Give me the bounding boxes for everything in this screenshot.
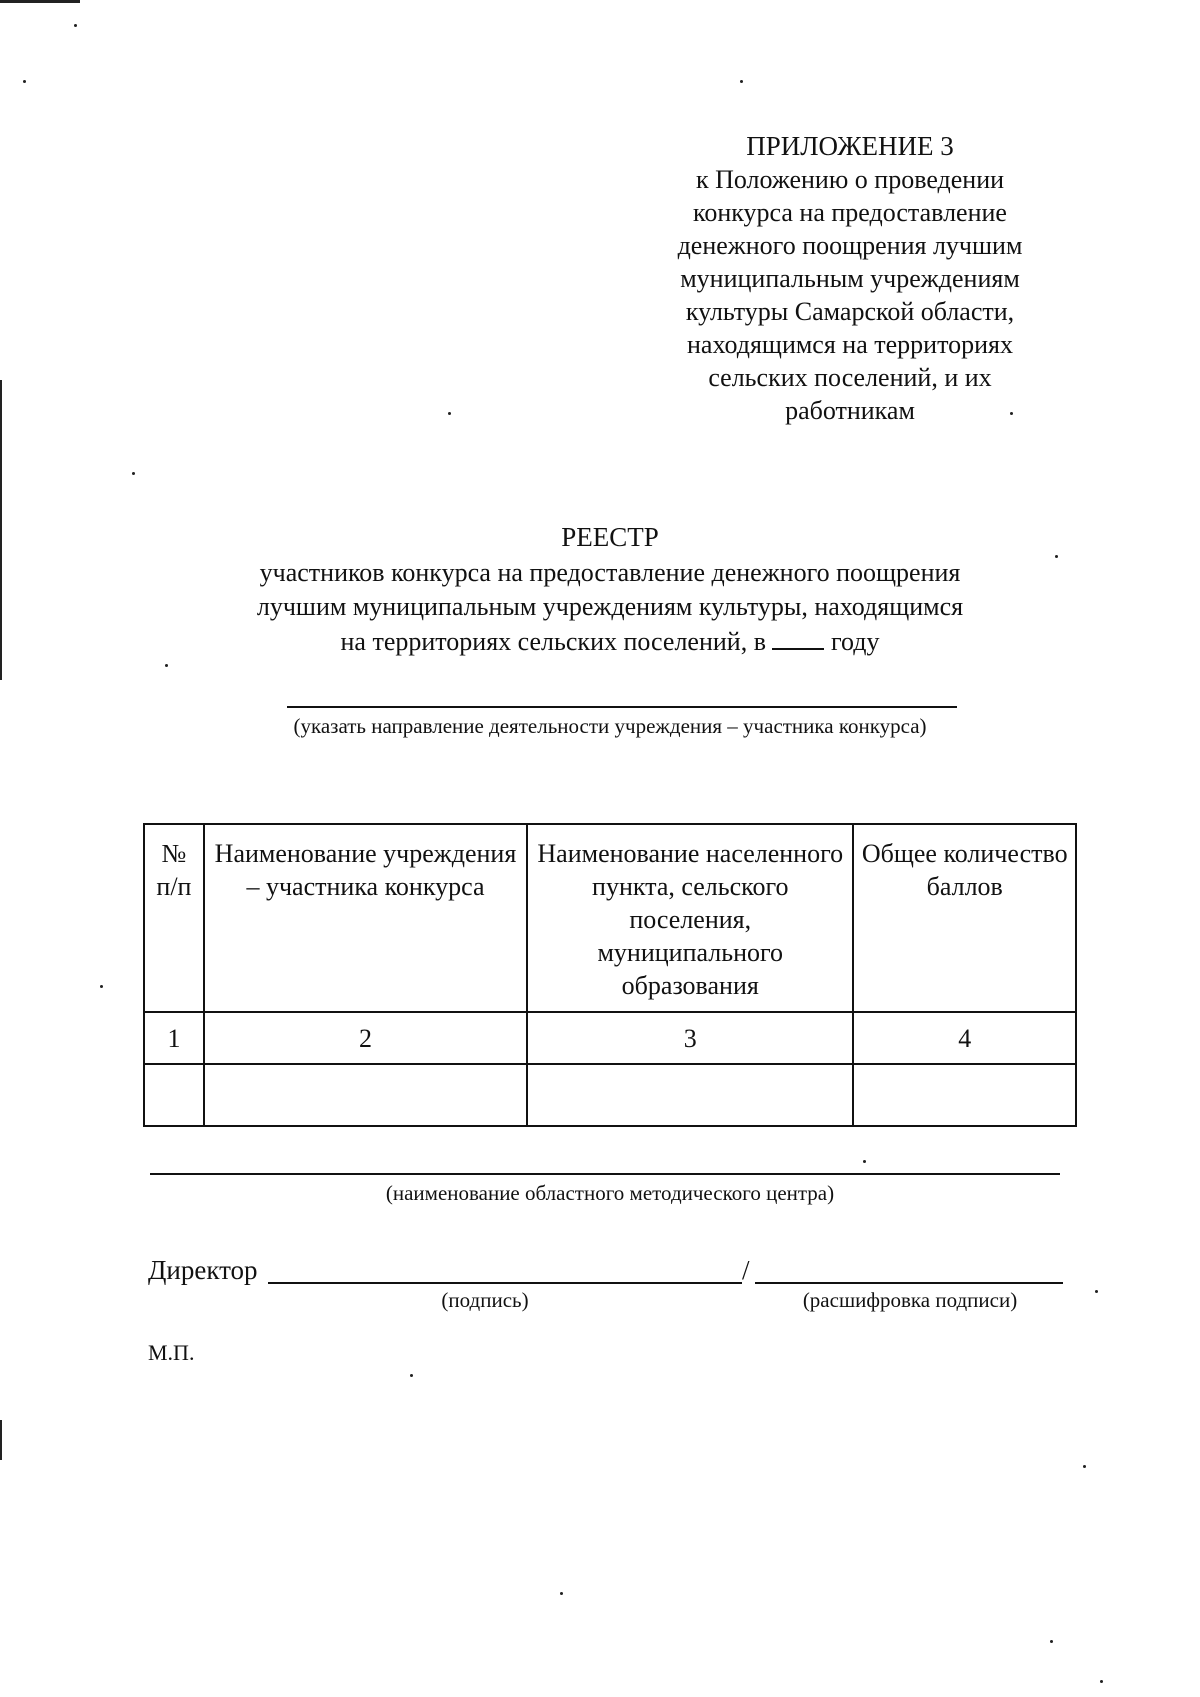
scan-edge-mark — [0, 1420, 2, 1460]
appendix-line: сельских поселений, и их — [708, 363, 992, 392]
table-cell — [527, 1064, 853, 1126]
scan-speck — [165, 664, 168, 667]
registry-subtitle-line: лучшим муниципальным учреждениям культуры, находящимся — [256, 592, 964, 621]
table-header-row — [144, 824, 1076, 1012]
registry-title-block — [140, 520, 1080, 659]
registry-subtitle-line: участников конкурса на предоставление денежного поощрения — [259, 558, 961, 587]
appendix-heading: ПРИЛОЖЕНИЕ 3 — [746, 131, 954, 161]
year-suffix: году — [830, 627, 880, 656]
scan-speck — [1095, 1290, 1098, 1293]
number-cell: 4 — [853, 1012, 1076, 1064]
scan-speck — [1055, 555, 1058, 558]
appendix-line: к Положению о проведении — [695, 165, 1005, 194]
scan-edge-mark — [0, 380, 2, 680]
scan-speck — [132, 472, 135, 475]
direction-line — [287, 706, 957, 708]
scan-speck — [1010, 412, 1013, 415]
scan-speck — [74, 24, 77, 27]
year-blank — [772, 624, 824, 650]
table-row — [144, 1064, 1076, 1126]
scan-speck — [23, 80, 26, 83]
appendix-line: находящимся на территориях — [687, 330, 1013, 359]
registry-title: РЕЕСТР — [561, 522, 659, 552]
scan-speck — [740, 80, 743, 83]
header-cell-locality: Наименование населенного пункта, сельского поселения, муниципального образования — [527, 824, 853, 1012]
registry-table — [143, 823, 1077, 1127]
scan-speck — [1083, 1465, 1086, 1468]
scan-edge-mark — [0, 0, 80, 3]
stamp-label: М.П. — [148, 1340, 195, 1365]
number-cell: 2 — [204, 1012, 527, 1064]
number-cell: 1 — [144, 1012, 204, 1064]
scan-speck — [1100, 1680, 1103, 1683]
appendix-line: конкурса на предоставление — [693, 198, 1007, 227]
scan-speck — [410, 1374, 413, 1377]
table-cell — [204, 1064, 527, 1126]
scan-speck — [100, 985, 103, 988]
director-label: Директор — [148, 1255, 258, 1285]
header-cell-score: Общее количество баллов — [853, 824, 1076, 1012]
scan-speck — [863, 1160, 866, 1163]
header-cell-number: № п/п — [144, 824, 204, 1012]
registry-subtitle-line — [140, 624, 1080, 659]
center-caption: (наименование областного методического центра) — [385, 1181, 835, 1205]
decode-caption: (расшифровка подписи) — [802, 1288, 1018, 1312]
center-line — [150, 1173, 1060, 1175]
year-prefix: на территориях сельских поселений, в — [340, 627, 766, 656]
table-cell — [853, 1064, 1076, 1126]
scan-speck — [560, 1592, 563, 1595]
scan-speck — [1050, 1640, 1053, 1643]
header-cell-institution: Наименование учреждения – участника конкурса — [204, 824, 527, 1012]
appendix-block — [630, 130, 1070, 427]
appendix-line: культуры Самарской области, — [685, 297, 1015, 326]
table-cell — [144, 1064, 204, 1126]
appendix-line: работникам — [785, 396, 915, 425]
direction-caption: (указать направление деятельности учреждения – участника конкурса) — [293, 714, 927, 738]
decode-line — [755, 1282, 1063, 1284]
scan-speck — [448, 412, 451, 415]
signature-separator: / — [742, 1255, 750, 1285]
appendix-line: муниципальным учреждениям — [680, 264, 1020, 293]
signature-line — [268, 1282, 742, 1284]
table-number-row — [144, 1012, 1076, 1064]
appendix-line: денежного поощрения лучшим — [677, 231, 1023, 260]
number-cell: 3 — [527, 1012, 853, 1064]
signature-caption: (подпись) — [441, 1288, 529, 1312]
